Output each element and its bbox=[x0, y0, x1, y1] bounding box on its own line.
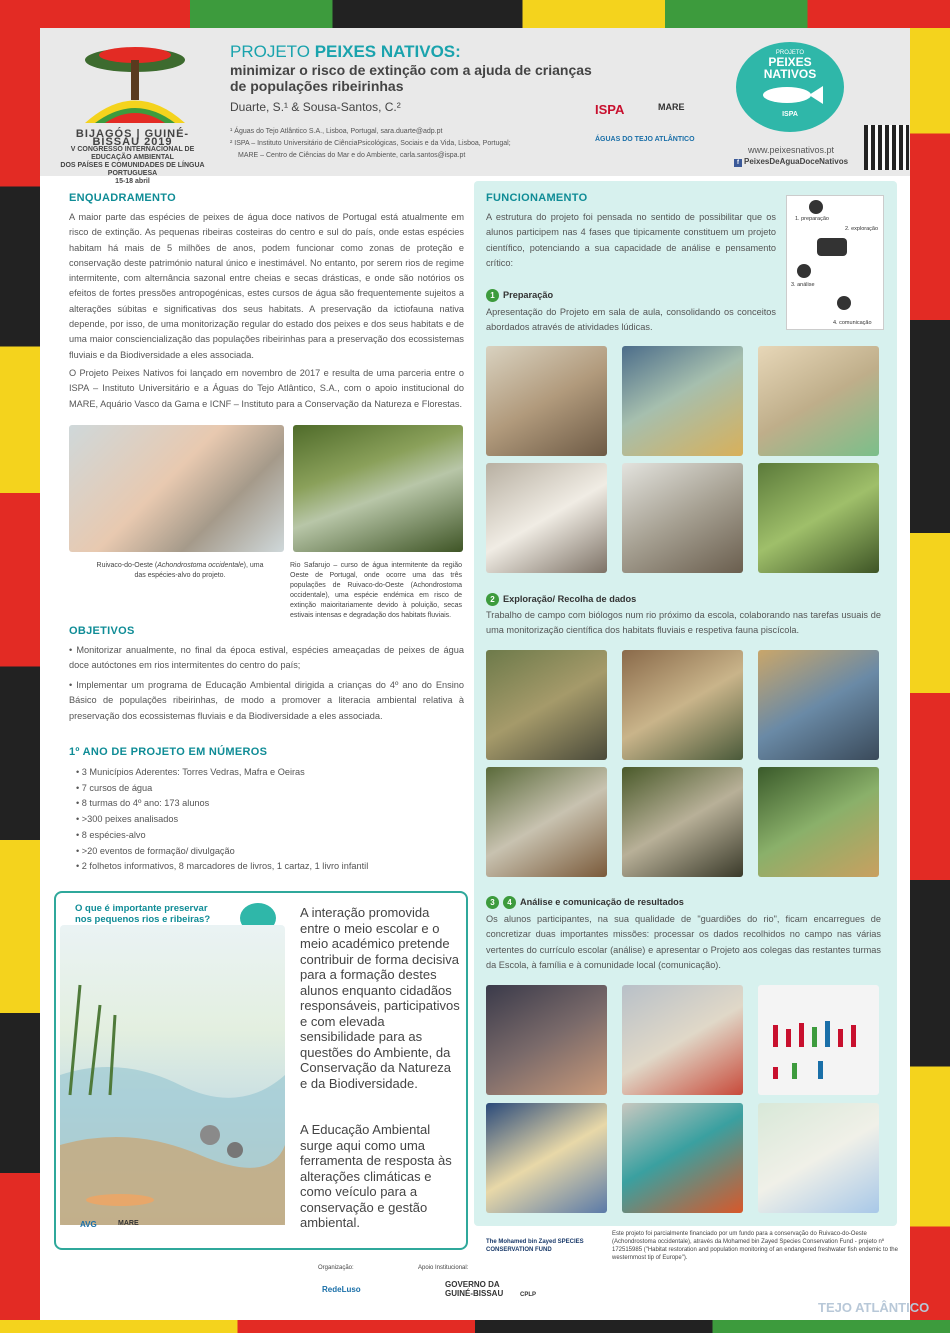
objetivos-heading: OBJETIVOS bbox=[69, 625, 135, 637]
list-item: • 2 folhetos informativos, 8 marcadores de livros, 1 cartaz, 1 livro infantil bbox=[76, 861, 369, 872]
step-1-heading bbox=[486, 289, 553, 302]
step-1-number: 1 bbox=[486, 289, 499, 302]
step-4-number: 4 bbox=[503, 896, 516, 909]
phase-icon-2 bbox=[817, 238, 847, 256]
congress-line-2: DOS PAÍSES E COMUNIDADES DE LÍNGUA PORTUGUESA bbox=[60, 162, 205, 177]
funding-note: Este projeto foi parcialmente financiado por um fundo para a conservação do Ruivaco-do-Oeste (Achondrostoma occidentale), através da Mohamed bin Zayed Species Conservation Fund - projeto nº 172515985 ("Habitat restoration and population monitoring of an endangered freshwater fish endemic to the westernmost tip of Europe"). bbox=[612, 1231, 898, 1261]
logo-sub-text: ISPA bbox=[782, 111, 798, 118]
caption-fish-b: Achondrostoma occidentale bbox=[157, 562, 244, 569]
peixes-nativos-logo bbox=[736, 42, 844, 132]
photo-caption-river: Rio Safarujo – curso de água intermitente da região Oeste de Portugal, onde ocorre uma das três populações de Ruivaco-do-Oeste (Achondrostoma occidentale), uma espécie endémica em risco de extinção maioritariamente devido à poluição, secas estivais intensas e degradação dos habitats fluviais. bbox=[290, 562, 462, 619]
box-title-line-2: nos pequenos rios e ribeiras? bbox=[75, 914, 211, 925]
affiliation-1: ¹ Águas do Tejo Atlântico S.A., Lisboa, Portugal, sara.duarte@adp.pt bbox=[230, 128, 443, 135]
facebook-link[interactable] bbox=[734, 157, 848, 167]
phase-label-4: 4. comunicação bbox=[833, 320, 872, 326]
list-item: • 8 espécies-alvo bbox=[76, 829, 146, 840]
caption-fish-a: Ruivaco-do-Oeste ( bbox=[96, 562, 158, 569]
project-title bbox=[230, 42, 461, 62]
phases-diagram bbox=[786, 195, 884, 330]
list-item: • 3 Municípios Aderentes: Torres Vedras, Mafra e Oeiras bbox=[76, 767, 305, 777]
step-2-heading bbox=[486, 593, 636, 606]
congress-text bbox=[55, 130, 210, 186]
bar-chart-icon bbox=[758, 985, 879, 1095]
project-subtitle: minimizar o risco de extinção com a ajuda de crianças de populações ribeirinhas bbox=[230, 62, 592, 94]
communication-photo-6 bbox=[758, 1103, 879, 1213]
step-34-text: Os alunos participantes, na sua qualidade de "guardiões do rio", ficam encarregues de concretizar duas importantes missões: processar os dados recolhidos no campo nas várias vertentes do currículo escolar (análise) e apresentar o Projeto aos colegas das restantes turmas da Escola, à família e à comunidade local (comunicação). bbox=[486, 914, 881, 970]
list-item: • 8 turmas do 4º ano: 173 alunos bbox=[76, 798, 210, 809]
box-paragraph-1: A interação promovida entre o meio escolar e o meio académico pretende contribuir de forma decisiva para a formação destes alunos enquanto cidadãos responsáveis, participativos e com elevada sensibilidade para as questões do Ambiente, da Conservação da Natureza e da Biodiversidade. bbox=[300, 905, 460, 1091]
affiliations bbox=[230, 126, 550, 162]
title-prefix: PROJETO bbox=[230, 42, 315, 61]
border-left bbox=[0, 0, 40, 1333]
preparation-photo-4 bbox=[486, 463, 607, 573]
communication-photo-1 bbox=[486, 985, 607, 1095]
mare-logo bbox=[658, 102, 685, 116]
exploration-photo-1 bbox=[486, 650, 607, 760]
logo-main-text: PEIXES NATIVOS bbox=[763, 55, 817, 81]
enquadramento-heading: ENQUADRAMENTO bbox=[69, 192, 176, 204]
website-link[interactable]: www.peixesnativos.pt bbox=[748, 145, 835, 155]
fish-in-hand-photo bbox=[69, 425, 284, 552]
guine-bissau-logo: GOVERNO DA GUINÉ-BISSAU bbox=[445, 1280, 504, 1298]
phase-icon-1 bbox=[809, 200, 823, 214]
exploration-photo-6 bbox=[758, 767, 879, 877]
border-top bbox=[0, 0, 950, 28]
step-2-title: Exploração/ Recolha de dados bbox=[503, 594, 637, 604]
enquadramento-paragraph-2: O Projeto Peixes Nativos foi lançado em novembro de 2017 e resulta de uma parceria entre o ISPA – Instituto Universitário e a Águas do Tejo Atlântico, S.A., com o apoio institucional do MARE, Aquário Vasco da Gama e ICNF – Instituto para a Conservação da Natureza e Florestas. bbox=[69, 368, 464, 409]
organizacao-label: Organização: bbox=[318, 1265, 354, 1271]
step-1-title: Preparação bbox=[503, 290, 554, 300]
objetivo-item-1: • Monitorizar anualmente, no final da época estival, espécies ameaçadas de peixes de água doce autóctones em rios intermitentes do centro do país; bbox=[69, 645, 464, 671]
congress-logo bbox=[65, 38, 205, 128]
qr-code-icon[interactable] bbox=[864, 125, 909, 170]
preparation-photo-2 bbox=[622, 346, 743, 456]
photo-caption-fish bbox=[95, 561, 265, 581]
communication-photo-4 bbox=[486, 1103, 607, 1213]
phase-label-2: 2. exploração bbox=[845, 226, 879, 232]
congress-title: BIJAGÓS | GUINÉ-BISSAU 2019 bbox=[75, 128, 190, 148]
aguas-tejo-logo bbox=[595, 136, 705, 150]
phase-icon-4 bbox=[837, 296, 851, 310]
affiliation-3: MARE – Centro de Ciências do Mar e do Ambiente, carla.santos@ispa.pt bbox=[238, 152, 466, 159]
congress-line-3: 15-18 abril bbox=[115, 178, 150, 185]
caption-fish-c: ), uma das espécies-alvo do projeto. bbox=[134, 562, 264, 579]
preparation-photo-6 bbox=[758, 463, 879, 573]
objetivo-item-2: • Implementar um programa de Educação Ambiental dirigida a crianças do 4º ano do Ensino Básico de populações ribeirinhas, de modo a promover a literacia ambiental relativa à preservação dos ecossistemas fluviais e da Biodiversidade a eles associada. bbox=[69, 680, 464, 721]
box-title bbox=[75, 903, 210, 925]
river-illustration bbox=[60, 925, 285, 1225]
exploration-photo-5 bbox=[622, 767, 743, 877]
step-2-number: 2 bbox=[486, 593, 499, 606]
apoio-label: Apoio Institucional: bbox=[418, 1265, 469, 1271]
phase-icon-3 bbox=[797, 264, 811, 278]
funcionamento-heading: FUNCIONAMENTO bbox=[486, 192, 588, 204]
cplp-logo: CPLP bbox=[520, 1292, 537, 1298]
box-paragraph-2: A Educação Ambiental surge aqui como uma ferramenta de resposta às alterações climáticas e como veículo para a conservação e gestão ambiental. bbox=[300, 1122, 452, 1230]
mbz-fund-logo: The Mohamed bin Zayed SPECIES CONSERVATION FUND bbox=[486, 1239, 584, 1253]
facebook-icon: f bbox=[734, 159, 742, 167]
enquadramento-paragraph-1: A maior parte das espécies de peixes de água doce nativos de Portugal está atualmente em risco de extinção. As pequenas ribeiras costeiras do centro e sul do país, onde estas espécies habitam há mais de 5 milhões de anos, podem funcionar como zonas de proteção e conservação deste património natural único e inestimável. No entanto, por serem rios de regime intermitente, com alternância sazonal entre cheias e secas drásticas, e onde são notórios os efeitos de fortes pressões antropogénicas, estes cursos de água são frequentemente sujeitos a alterações súbitas e significativas dos seus habitats. A preservação da ictiofauna nativa depende, por isso, de uma monitorização regular do estado dos peixes e dos seus habitats e de uma maior consciencialização das populações ribeirinhas para a preservação dos ecossistemas fluviais e da Biodiversidade a eles associada. bbox=[69, 212, 464, 360]
redeluso-logo: RedeLuso bbox=[322, 1285, 361, 1294]
step-1-text: Apresentação do Projeto em sala de aula, consolidando os conceitos abordados através de atividades lúdicas. bbox=[486, 307, 776, 333]
mare-box-logo: MARE bbox=[118, 1220, 139, 1227]
preparation-photo-3 bbox=[758, 346, 879, 456]
ispa-logo-text: ISPA bbox=[595, 102, 625, 117]
preparation-photo-1 bbox=[486, 346, 607, 456]
exploration-photo-3 bbox=[758, 650, 879, 760]
logo-small-text: PROJETO bbox=[775, 50, 805, 56]
affiliation-2: ² ISPA – Instituto Universitário de CiênciaPsicológicas, Sociais e da Vida, Lisboa, Portugal; bbox=[230, 140, 511, 147]
numeros-list bbox=[76, 765, 466, 875]
numeros-heading: 1º ANO DE PROJETO EM NÚMEROS bbox=[69, 746, 268, 758]
tejo-atlantico-watermark: TEJO ATLÂNTICO bbox=[818, 1300, 930, 1315]
facebook-label: PeixesDeAguaDoceNativos bbox=[744, 157, 849, 166]
authors: Duarte, S.¹ & Sousa-Santos, C.² bbox=[230, 100, 401, 114]
list-item: • 7 cursos de água bbox=[76, 782, 153, 793]
congress-line-1: V CONGRESSO INTERNACIONAL DE EDUCAÇÃO AMBIENTAL bbox=[70, 146, 195, 161]
aguas-tejo-text: ÁGUAS DO TEJO ATLÂNTICO bbox=[595, 136, 695, 143]
preparation-photo-5 bbox=[622, 463, 743, 573]
border-right bbox=[910, 0, 950, 1333]
step-34-title: Análise e comunicação de resultados bbox=[520, 897, 684, 907]
ispa-logo bbox=[595, 102, 624, 116]
phase-label-1: 1. preparação bbox=[795, 216, 829, 222]
title-bold: PEIXES NATIVOS: bbox=[314, 42, 461, 61]
exploration-photo-2 bbox=[622, 650, 743, 760]
communication-photo-5 bbox=[622, 1103, 743, 1213]
phase-label-3: 3. análise bbox=[791, 282, 815, 288]
step-3-number: 3 bbox=[486, 896, 499, 909]
list-item: • >20 eventos de formação/ divulgação bbox=[76, 845, 235, 856]
list-item: • >300 peixes analisados bbox=[76, 814, 179, 825]
exploration-photo-4 bbox=[486, 767, 607, 877]
border-bottom bbox=[0, 1320, 950, 1333]
step-2-text: Trabalho de campo com biólogos num rio próximo da escola, colaborando nas tarefas usuais de uma monitorização científica dos habitats fluviais e respetiva fauna piscícola. bbox=[486, 610, 881, 636]
communication-photo-2 bbox=[622, 985, 743, 1095]
fish-icon bbox=[755, 84, 825, 106]
communication-photo-3 bbox=[758, 985, 879, 1095]
mare-logo-text: MARE bbox=[658, 102, 685, 112]
funcionamento-intro: A estrutura do projeto foi pensada no sentido de possibilitar que os alunos participem nas 4 fases que tipicamente constituem um projeto científico, potenciando a sua capacidade de análise e pensamento crítico: bbox=[486, 212, 776, 268]
avg-logo: AVG bbox=[80, 1220, 97, 1229]
river-safarujo-photo bbox=[293, 425, 463, 552]
box-title-line-1: O que é importante preservar bbox=[75, 903, 208, 914]
step-34-heading bbox=[486, 896, 684, 909]
